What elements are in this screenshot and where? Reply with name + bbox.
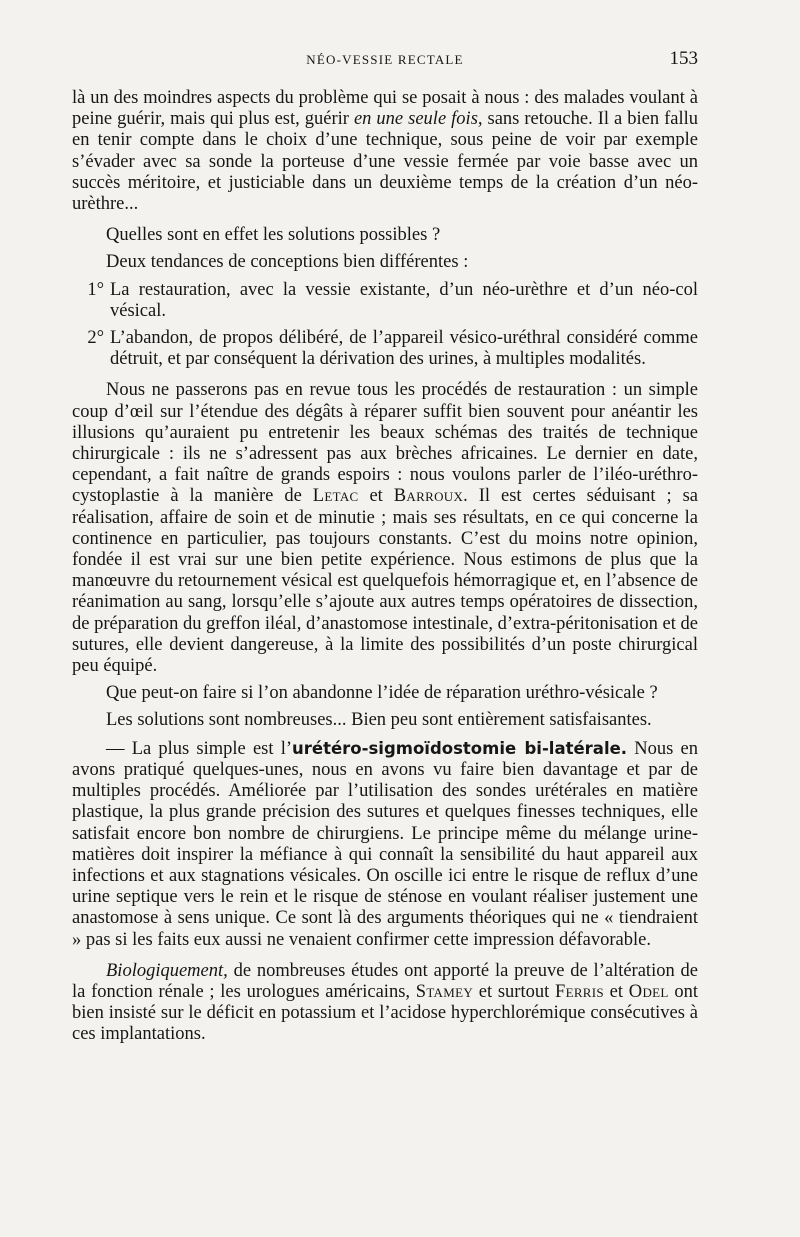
paragraph-intro-list: Deux tendances de conceptions bien différentes : — [106, 252, 469, 273]
paragraph-ureterosigmoidostomy: — La plus simple est l’urétéro-sigmoïdostomie bi-latérale. Nous en avons pratiqué quelques-unes, nous en avons vu faire bien davantage et par de multiples procédés. Améliorée par l’utilisation des sondes urétérales en matière plastique, la plus grande précision des sutures et quelques finesses techniques, elle satisfait encore bon nombre de chirurgiens. Le principe même du mélange urine-matières doit inspirer la méfiance à qui connaît la sensibilité du haut appareil aux infections et aux stagnations vésicales. On oscille ici entre le risque de reflux d’une urine septique vers le rein et le risque de sténose en voulant réaliser justement une anastomose à sens unique. Ce sont là des arguments théoriques qui ne « tiendraient » pas si les faits eux aussi ne venaient confirmer cette impression défavorable. — [72, 738, 698, 950]
paragraph-biologiquement: Biologiquement, de nombreuses études ont apporté la preuve de l’altération de la fonction rénale ; les urologues américains, Stamey et surtout Ferris et Odel ont bien insisté sur le déficit en potassium et l’acidose hyperchlorémique consécutives à ces implantations. — [72, 960, 699, 1045]
paragraph-question-2: Que peut-on faire si l’on abandonne l’idée de réparation uréthro-vésicale ? — [106, 683, 658, 704]
list-item — [72, 280, 698, 322]
list-item-number: 2° — [87, 328, 104, 349]
list-item-text: L’abandon, de propos délibéré, de l’appareil vésico-uréthral considéré comme détruit, et par conséquent la dérivation des urines, à multiples modalités. — [110, 328, 698, 370]
list-item-number: 1° — [87, 279, 104, 300]
body-text — [72, 88, 698, 1046]
paragraph-restauration: Nous ne passerons pas en revue tous les procédés de restauration : un simple coup d’œil sur l’étendue des dégâts à réparer suffit bien souvent pour anéantir les illusions qu’auraient pu entretenir les beaux schémas des traités de technique chirurgicale : ils ne s’adressent pas aux brèches africaines. Le dernier en date, cependant, a fait naître de grands espoirs : nous voulons parler de l’iléo-uréthro-cystoplastie à la manière de Letac et Barroux. Il est certes séduisant ; sa réalisation, affaire de soin et de minutie ; mais ses résultats, en ce qui concerne la continence en particulier, pas toujours constants. C’est du moins notre opinion, fondée il est vrai sur une bien petite expérience. Nous estimons de plus que la manœuvre du retournement vésical est quelquefois hémorragique et, en l’absence de réanimation au sang, lorsqu’elle s’ajoute aux autres temps opératoires de dissection, de préparation du greffon iléal, d’anastomose intestinale, d’extra-péritonisation et de sutures, elle devient dangereuse, à la limite des possibilités d’un poste chirurgical peu équipé. — [72, 380, 698, 677]
page-number: 153 — [669, 48, 698, 69]
emphasis: en une seule fois, — [353, 109, 483, 130]
page-header — [72, 50, 698, 74]
list-item — [72, 328, 698, 370]
bold-term: urétéro-sigmoïdostomie bi-latérale. — [292, 738, 628, 758]
paragraph-solutions: Les solutions sont nombreuses... Bien peu sont entièrement satisfaisantes. — [106, 710, 652, 731]
paragraph-question: Quelles sont en effet les solutions possibles ? — [106, 225, 441, 246]
author-name: Letac — [312, 486, 359, 507]
author-name: Stamey — [415, 981, 474, 1002]
author-name: Ferris — [555, 981, 604, 1002]
author-name: Barroux — [393, 486, 464, 507]
paragraph-continued: là un des moindres aspects du problème qui se posait à nous : des malades voulant à peine guérir, mais qui plus est, guérir en une seule fois, sans retouche. Il a bien fallu en tenir compte dans le choix d’une technique, sous peine de voir par exemple s’évader avec sa sonde la porteuse d’une vessie fermée par voie basse avec un succès méritoire, et justiciable dans un deuxième temps de la création d’un néo-urèthre... — [72, 88, 698, 215]
running-head: NÉO-VESSIE RECTALE — [306, 52, 464, 67]
author-name: Odel — [628, 981, 669, 1002]
emphasis: Biologiquement, — [106, 960, 228, 981]
list-item-text: La restauration, avec la vessie existante, d’un néo-urèthre et d’un néo-col vésical. — [110, 279, 698, 321]
